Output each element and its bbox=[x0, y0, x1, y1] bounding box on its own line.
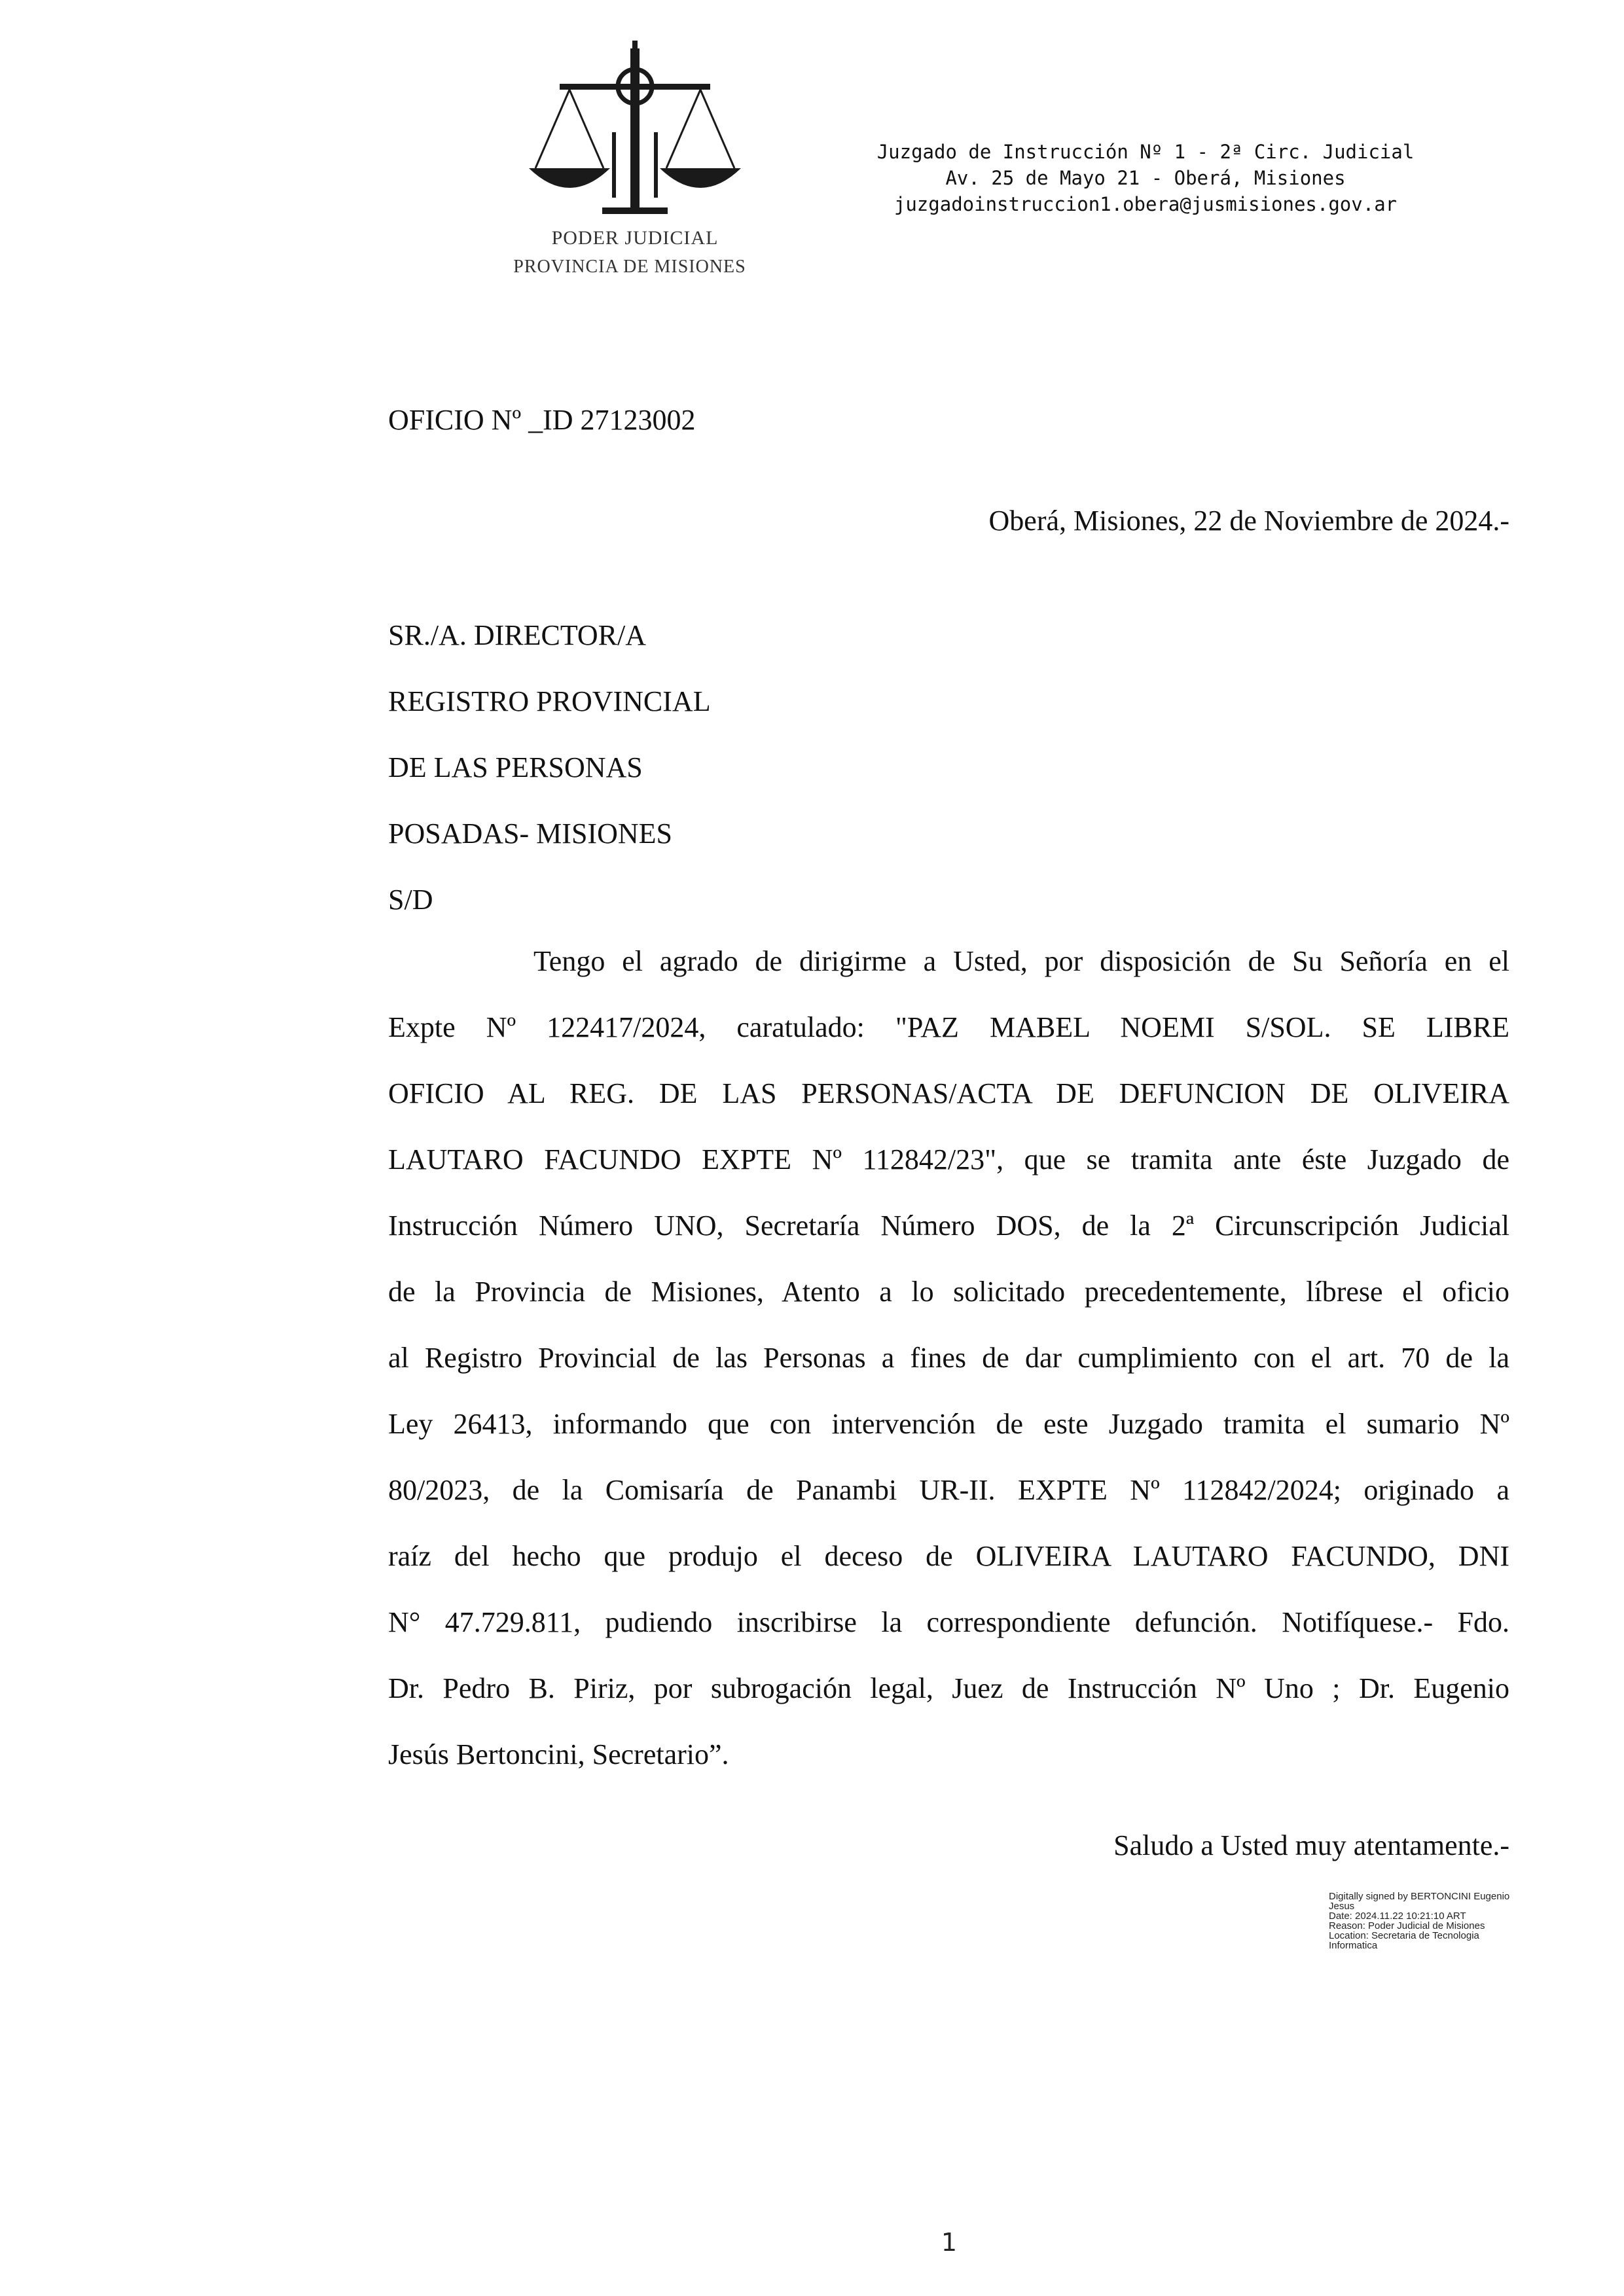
court-address: Av. 25 de Mayo 21 - Oberá, Misiones bbox=[945, 167, 1346, 189]
body-line: Instrucción Número UNO, Secretaría Número DOS, de la 2ª Circunscripción Judicial bbox=[388, 1210, 1509, 1242]
signature-line: Date: 2024.11.22 10:21:10 ART bbox=[1329, 1910, 1466, 1922]
document-date: Oberá, Misiones, 22 de Noviembre de 2024.- bbox=[988, 505, 1509, 537]
body-line: al Registro Provincial de las Personas a fines de dar cumplimiento con el art. 70 de la bbox=[388, 1342, 1509, 1374]
oficio-number: OFICIO Nº _ID 27123002 bbox=[388, 404, 696, 436]
addressee-line: REGISTRO PROVINCIAL bbox=[388, 685, 711, 717]
body-line: Dr. Pedro B. Piriz, por subrogación legal, Juez de Instrucción Nº Uno ; Dr. Eugenio bbox=[388, 1672, 1509, 1704]
body-line: raíz del hecho que produjo el deceso de OLIVEIRA LAUTARO FACUNDO, DNI bbox=[388, 1540, 1509, 1572]
body-line: Ley 26413, informando que con intervención de este Juzgado tramita el sumario Nº bbox=[388, 1408, 1509, 1440]
body-line: 80/2023, de la Comisaría de Panambi UR-II. EXPTE Nº 112842/2024; originado a bbox=[388, 1474, 1509, 1506]
signature-line: Location: Secretaria de Tecnologia bbox=[1329, 1930, 1479, 1941]
addressee-block bbox=[388, 602, 711, 933]
body-line: N° 47.729.811, pudiendo inscribirse la correspondiente defunción. Notifíquese.- Fdo. bbox=[388, 1606, 1509, 1638]
court-header bbox=[851, 139, 1440, 217]
body-line: de la Provincia de Misiones, Atento a lo solicitado precedentemente, líbrese el oficio bbox=[388, 1276, 1509, 1308]
signature-line: Digitally signed by BERTONCINI Eugenio bbox=[1329, 1891, 1510, 1902]
signature-line: Informatica bbox=[1329, 1940, 1378, 1951]
emblem-line-1: PODER JUDICIAL bbox=[551, 227, 719, 249]
signature-line: Reason: Poder Judicial de Misiones bbox=[1329, 1920, 1485, 1931]
body-line: Expte Nº 122417/2024, caratulado: "PAZ MABEL NOEMI S/SOL. SE LIBRE bbox=[388, 1011, 1509, 1043]
digital-signature bbox=[1329, 1892, 1545, 1950]
page-number: 1 bbox=[941, 2228, 958, 2257]
scales-of-justice-icon bbox=[524, 41, 746, 224]
body-paragraph bbox=[388, 928, 1509, 1787]
emblem-line-2: PROVINCIA DE MISIONES bbox=[513, 257, 746, 277]
court-email: juzgadoinstruccion1.obera@jusmisiones.gov.ar bbox=[893, 193, 1398, 215]
judicial-emblem bbox=[497, 41, 772, 289]
body-line: Jesús Bertoncini, Secretario”. bbox=[388, 1738, 729, 1770]
closing-salutation: Saludo a Usted muy atentamente.- bbox=[1113, 1829, 1509, 1861]
court-name: Juzgado de Instrucción Nº 1 - 2ª Circ. Judicial bbox=[876, 141, 1415, 163]
addressee-line: S/D bbox=[388, 884, 433, 916]
body-line: OFICIO AL REG. DE LAS PERSONAS/ACTA DE DEFUNCION DE OLIVEIRA bbox=[388, 1077, 1509, 1109]
addressee-line: POSADAS- MISIONES bbox=[388, 817, 672, 850]
addressee-line: DE LAS PERSONAS bbox=[388, 751, 643, 783]
addressee-line: SR./A. DIRECTOR/A bbox=[388, 619, 647, 651]
signature-line: Jesus bbox=[1329, 1901, 1355, 1912]
body-line: LAUTARO FACUNDO EXPTE Nº 112842/23", que se tramita ante éste Juzgado de bbox=[388, 1143, 1509, 1175]
body-line: Tengo el agrado de dirigirme a Usted, por disposición de Su Señoría en el bbox=[533, 945, 1509, 977]
